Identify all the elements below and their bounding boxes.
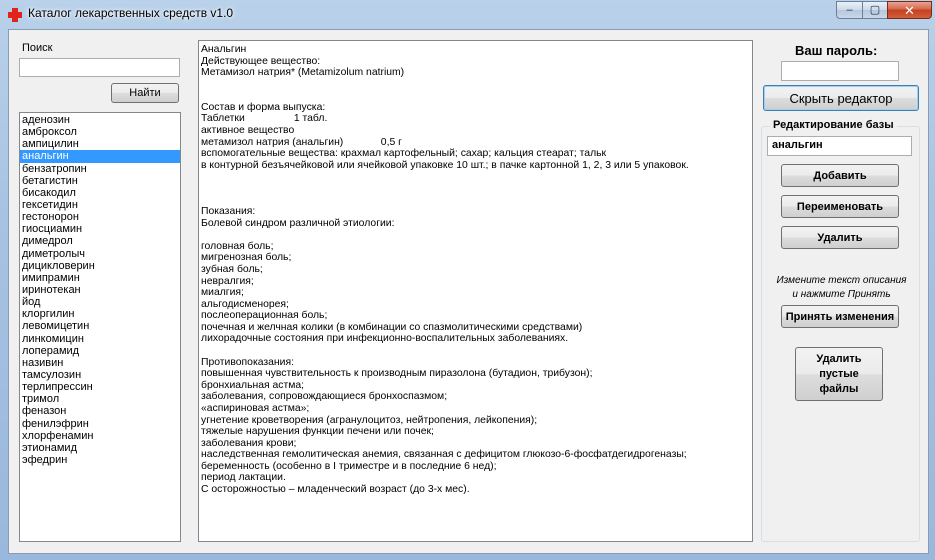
drug-list-item[interactable]: амброксол xyxy=(22,126,77,139)
description-line: головная боль; xyxy=(201,240,274,252)
hide-editor-button[interactable]: Скрыть редактор xyxy=(763,85,919,111)
edit-database-title: Редактирование базы xyxy=(770,119,897,131)
drug-list-item[interactable]: клоргилин xyxy=(22,308,75,321)
drug-list-item[interactable]: левомицетин xyxy=(22,320,90,333)
description-line: в контурной безъячейковой или ячейковой упаковке 10 шт.; в пачке картонной 1, 2, 3 или 5 упаковок. xyxy=(201,159,689,171)
drug-list-item[interactable]: тримол xyxy=(22,393,60,406)
drug-list-item[interactable]: гестонорон xyxy=(22,211,79,224)
description-line: Состав и форма выпуска: xyxy=(201,101,326,113)
description-line: зубная боль; xyxy=(201,263,263,275)
drug-name-input[interactable]: анальгин xyxy=(767,136,912,156)
find-button[interactable]: Найти xyxy=(111,83,179,103)
apply-changes-button[interactable]: Принять изменения xyxy=(781,305,899,328)
rename-button[interactable]: Переименовать xyxy=(781,195,899,218)
red-cross-icon xyxy=(7,7,23,23)
description-line: Показания: xyxy=(201,206,256,218)
drug-list-item[interactable]: бисакодил xyxy=(22,186,76,199)
search-label: Поиск xyxy=(22,42,53,54)
description-line: заболевания крови; xyxy=(201,437,297,449)
description-line: мигренозная боль; xyxy=(201,252,292,264)
delete-empty-line1: Удалить xyxy=(816,352,862,365)
drug-list-item[interactable]: имипрамин xyxy=(22,271,80,284)
description-line: невралгия; xyxy=(201,275,254,287)
description-line: миалгия; xyxy=(201,287,244,299)
drug-list-item[interactable]: дицикловерин xyxy=(22,259,95,272)
drug-list-item[interactable]: фенилэфрин xyxy=(22,417,89,430)
drug-list-item[interactable]: иринотекан xyxy=(22,283,81,296)
drug-list-item[interactable]: бетагистин xyxy=(22,174,78,187)
description-line: вспомогательные вещества: крахмал картофельный; сахар; кальция стеарат; тальк xyxy=(201,148,607,160)
description-text xyxy=(201,44,750,496)
drug-list-item[interactable]: диметролыч xyxy=(22,247,85,260)
description-line: Болевой синдром различной этиологии: xyxy=(201,217,395,229)
description-line: активное вещество xyxy=(201,125,295,137)
drug-list-item[interactable]: аденозин xyxy=(22,114,70,126)
window-title: Каталог лекарственных средств v1.0 xyxy=(28,6,234,20)
drug-list-item[interactable]: феназон xyxy=(22,405,67,418)
edit-hint xyxy=(769,274,914,302)
description-line: послеоперационная боль; xyxy=(201,310,328,322)
drug-list-item[interactable]: лоперамид xyxy=(22,344,80,357)
search-input[interactable] xyxy=(19,58,180,77)
description-line xyxy=(201,183,750,195)
description-line xyxy=(201,79,750,91)
description-line: беременность (особенно в I триместре и в последние 6 нед); xyxy=(201,460,497,472)
description-line: метамизол натрия (анальгин) 0,5 г xyxy=(201,136,402,148)
close-button[interactable]: ✕ xyxy=(887,1,932,19)
delete-button[interactable]: Удалить xyxy=(781,226,899,249)
description-line: Таблетки 1 табл. xyxy=(201,113,328,125)
main-window-client xyxy=(8,29,929,554)
description-line xyxy=(201,90,750,102)
description-line: «аспириновая астма»; xyxy=(201,402,310,414)
description-line: Действующее вещество: xyxy=(201,55,321,67)
delete-empty-files-button[interactable] xyxy=(795,347,883,401)
drug-list-item[interactable]: этионамид xyxy=(22,441,77,454)
description-line: С осторожностью – младенческий возраст (до 3-х мес). xyxy=(201,483,470,495)
password-input[interactable] xyxy=(781,61,899,81)
drug-list-item[interactable]: ампицилин xyxy=(22,138,79,151)
description-line xyxy=(201,229,750,241)
drug-list-item[interactable]: називин xyxy=(22,356,64,369)
drug-list-item[interactable]: эфедрин xyxy=(22,453,68,466)
description-line: наследственная гемолитическая анемия, связанная с дефицитом глюкозо-6-фосфатдегидрогеназы; xyxy=(201,449,687,461)
drug-list-item[interactable]: тамсулозин xyxy=(22,368,82,381)
drug-list-item[interactable]: терлипрессин xyxy=(22,381,93,394)
delete-empty-line3: файлы xyxy=(819,382,859,395)
description-line: тяжелые нарушения функции печени или почек; xyxy=(201,426,434,438)
delete-empty-line2: пустые xyxy=(819,367,859,380)
drug-list-items xyxy=(20,114,180,466)
drug-list-item[interactable]: анальгин xyxy=(20,150,180,162)
edit-database-group xyxy=(761,119,920,542)
description-line: альгодисменорея; xyxy=(201,298,289,310)
drug-listbox[interactable] xyxy=(19,112,181,542)
drug-list-item[interactable]: хлорфенамин xyxy=(22,429,94,442)
description-line: повышенная чувствительность к производным пиразолона (бутадион, трибузон); xyxy=(201,368,593,380)
description-line xyxy=(201,171,750,183)
description-line: период лактации. xyxy=(201,472,286,484)
description-line: угнетение кроветворения (агранулоцитоз, нейтропения, лейкопения); xyxy=(201,414,538,426)
drug-list-item[interactable]: димедрол xyxy=(22,235,73,248)
maximize-button[interactable]: ▢ xyxy=(862,1,888,19)
description-line xyxy=(201,195,750,207)
description-textarea[interactable] xyxy=(198,40,753,542)
description-line: лихорадочные состояния при инфекционно-воспалительных заболеваниях. xyxy=(201,333,569,345)
password-label: Ваш пароль: xyxy=(795,43,878,58)
add-button[interactable]: Добавить xyxy=(781,164,899,187)
description-line: Противопоказания: xyxy=(201,356,294,368)
description-line: почечная и желчная колики (в комбинации со спазмолитическими средствами) xyxy=(201,321,583,333)
drug-list-item[interactable]: йод xyxy=(22,296,41,309)
description-line: Метамизол натрия* (Metamizolum natrium) xyxy=(201,67,405,79)
description-line: Анальгин xyxy=(201,44,247,55)
drug-list-item[interactable]: гексетидин xyxy=(22,198,78,211)
drug-list-item[interactable]: линкомицин xyxy=(22,332,84,345)
title-bar xyxy=(0,0,935,28)
minimize-button[interactable]: ‒ xyxy=(836,1,863,19)
description-line xyxy=(201,345,750,357)
edit-hint-line2: и нажмите Принять xyxy=(792,289,891,300)
description-line: бронхиальная астма; xyxy=(201,379,305,391)
description-line: заболевания, сопровождающиеся бронхоспазмом; xyxy=(201,391,448,403)
edit-hint-line1: Измените текст описания xyxy=(776,275,907,286)
drug-list-item[interactable]: гиосциамин xyxy=(22,223,83,236)
drug-list-item[interactable]: бензатропин xyxy=(22,162,87,175)
